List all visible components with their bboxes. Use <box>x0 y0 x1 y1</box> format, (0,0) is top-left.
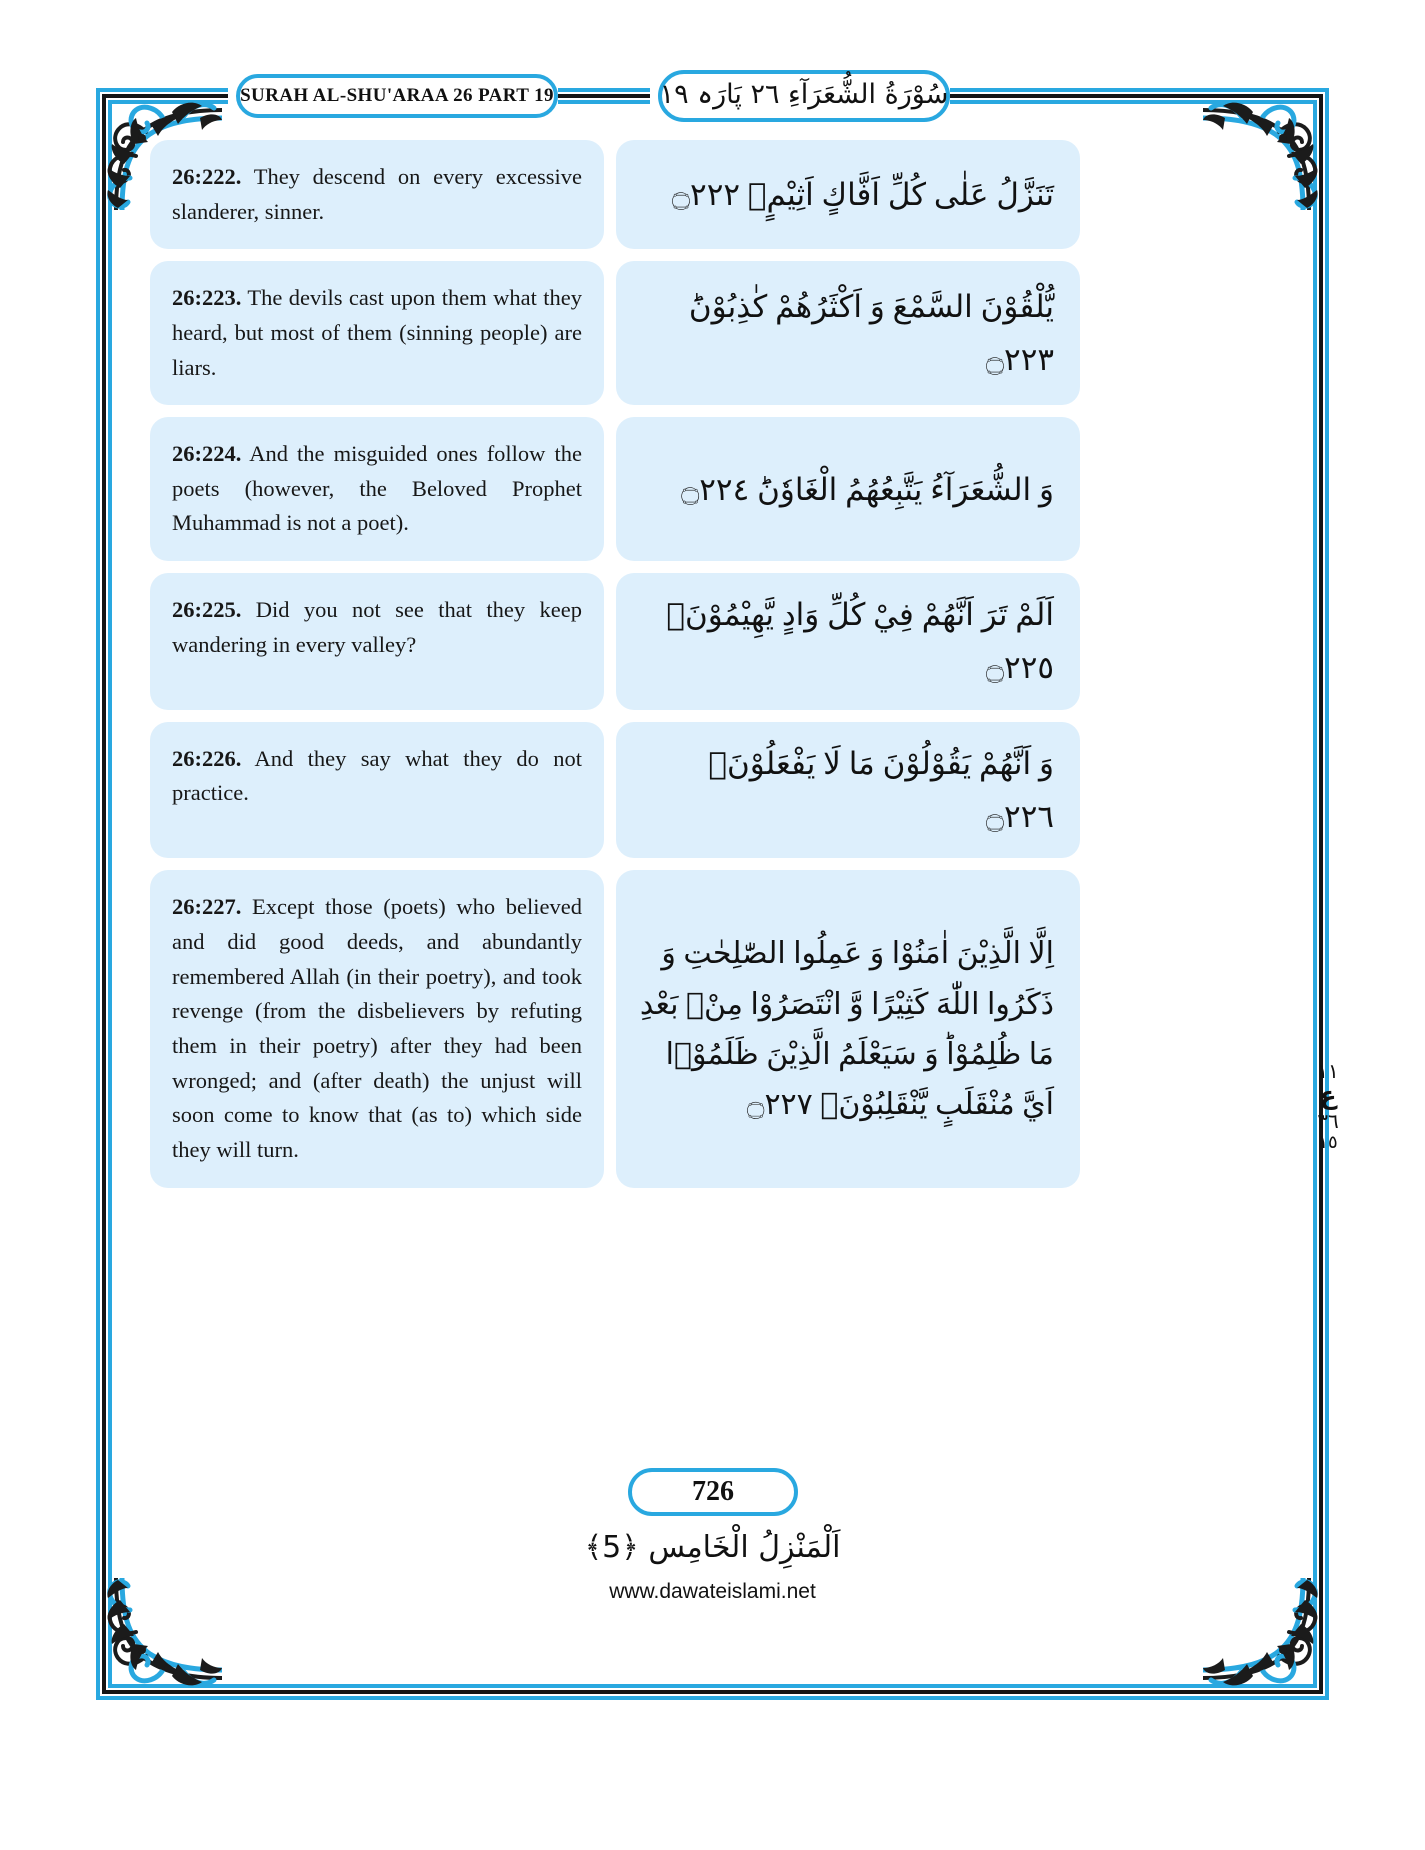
surah-title-arabic: سُوْرَةُ الشُّعَرَآءِ ٢٦ پَارَہ ١٩ <box>659 78 949 110</box>
verse-text-arabic: يُّلْقُوْنَ السَّمْعَ وَ اَكْثَرُهُمْ كٰذِبُوْنَؕ ۝٢٢٣ <box>688 288 1054 379</box>
verse-text-english <box>172 437 582 541</box>
surah-title-english: SURAH AL-SHU'ARAA 26 PART 19 <box>240 85 554 106</box>
verse-panel-english <box>150 722 604 859</box>
verse-number: 26:223. <box>172 285 242 311</box>
verse-row <box>150 722 1080 859</box>
verse-number: 26:222. <box>172 164 242 189</box>
verse-text-arabic: اَلَمْ تَرَ اَنَّهُمْ فِيْ كُلِّ وَادٍ يَّهِيْمُوْنَۙ ۝٢٢٥ <box>666 597 1054 687</box>
verse-text-english <box>172 890 582 1167</box>
manzil-label: اَلْمَنْزِلُ الْخَامِس ﴿5﴾ <box>584 1530 841 1565</box>
verse-translation: And the misguided ones follow the poets (however, the Beloved Prophet Muhammad is not a poet). <box>172 441 582 536</box>
verse-panel-arabic <box>616 573 1080 710</box>
verse-panel-english <box>150 417 604 561</box>
margin-ruku-notation <box>1305 1060 1351 1153</box>
verse-panel-arabic <box>616 140 1080 249</box>
verse-text-arabic: تَنَزَّلُ عَلٰى كُلِّ اَفَّاكٍ اَثِيْمٍۙ ۝٢٢٢ <box>671 176 1054 213</box>
surah-title-banner-arabic <box>658 70 950 122</box>
verse-panel-arabic <box>616 261 1080 405</box>
verse-text-english <box>172 160 582 229</box>
website-url: www.dawateislami.net <box>609 1580 816 1603</box>
verse-number: 26:226. <box>172 745 242 771</box>
verse-text-arabic: وَ الشُّعَرَآءُ يَتَّبِعُهُمُ الْغَاوٗنَؕ ۝٢٢٤ <box>681 471 1054 508</box>
margin-note-line-1: ١١ <box>1317 1059 1339 1083</box>
verse-translation: The devils cast upon them what they heard, but most of them (sinning people) are liars. <box>172 285 583 380</box>
verse-text-arabic: وَ اَنَّهُمْ يَقُوْلُوْنَ مَا لَا يَفْعَلُوْنَۙ ۝٢٢٦ <box>708 745 1054 836</box>
verse-translation: Did you not see that they keep wandering in every valley? <box>172 597 582 657</box>
verse-panel-arabic <box>616 870 1080 1187</box>
verse-translation: They descend on every excessive slanderer, sinner. <box>172 164 582 224</box>
margin-note-line-2: ع <box>1319 1081 1337 1111</box>
verse-panel-english <box>150 261 604 405</box>
verse-number: 26:227. <box>172 894 242 920</box>
margin-note-line-3: ٣٦ <box>1317 1109 1339 1134</box>
verse-translation: Except those (poets) who believed and did good deeds, and abundantly remembered Allah (in their poetry), and took revenge (from the disbelievers by refuting them in their poetry) after they had been wronged; and (after death) the unjust will soon come to know that (as to) which side they will turn. <box>172 894 583 1162</box>
page-number: 726 <box>692 1476 734 1507</box>
verse-text-english <box>172 281 582 385</box>
surah-title-banner-english <box>236 74 558 118</box>
margin-note-line-4: ١٥ <box>1318 1131 1338 1153</box>
verse-row <box>150 573 1080 710</box>
verse-row <box>150 417 1080 561</box>
verse-list <box>150 140 1080 1200</box>
verse-number: 26:225. <box>172 597 242 623</box>
verse-panel-arabic <box>616 417 1080 561</box>
verse-text-english <box>172 593 582 662</box>
verse-text-arabic: اِلَّا الَّذِيْنَ اٰمَنُوْا وَ عَمِلُوا الصّٰلِحٰتِ وَ ذَكَرُوا اللّٰهَ كَثِيْرًا وَّ انْتَصَرُوْا مِنْۢ بَعْدِ مَا ظُلِمُوْاؕ وَ سَيَعْلَمُ الَّذِيْنَ ظَلَمُوْۤا اَيَّ مُنْقَلَبٍ يَّنْقَلِبُوْنَ۠ ۝٢٢٧ <box>639 936 1054 1123</box>
verse-row <box>150 140 1080 249</box>
verse-row <box>150 261 1080 405</box>
verse-text-english <box>172 742 582 811</box>
verse-number: 26:224. <box>172 441 242 467</box>
verse-row <box>150 870 1080 1187</box>
page-number-banner <box>628 1468 798 1516</box>
verse-translation: And they say what they do not practice. <box>172 745 582 806</box>
verse-panel-english <box>150 573 604 710</box>
verse-panel-english <box>150 870 604 1187</box>
verse-panel-english <box>150 140 604 249</box>
verse-panel-arabic <box>616 722 1080 859</box>
